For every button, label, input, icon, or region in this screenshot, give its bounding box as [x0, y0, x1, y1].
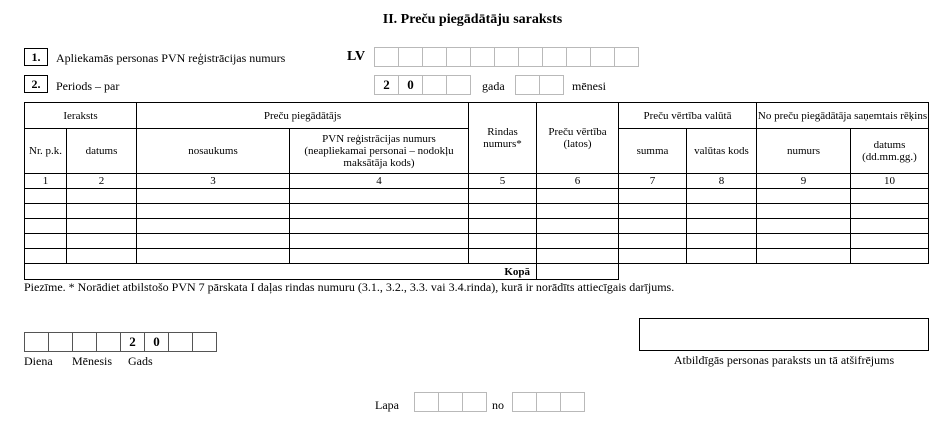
table-cell[interactable] [67, 234, 137, 249]
table-cell[interactable] [619, 234, 687, 249]
column-number: 6 [537, 174, 619, 189]
vat-digit[interactable] [398, 47, 423, 67]
page-total-digit[interactable] [536, 392, 561, 412]
header-valutas-kods: valūtas kods [687, 129, 757, 174]
table-cell[interactable] [851, 204, 929, 219]
date-input[interactable] [24, 332, 217, 352]
table-cell[interactable] [687, 204, 757, 219]
table-cell[interactable] [757, 219, 851, 234]
table-cell[interactable] [67, 249, 137, 264]
day-label: Diena [24, 354, 53, 368]
header-summa: summa [619, 129, 687, 174]
column-number: 4 [290, 174, 469, 189]
table-cell[interactable] [619, 189, 687, 204]
table-cell[interactable] [687, 219, 757, 234]
header-vertiba: Preču vērtība (latos) [537, 103, 619, 174]
column-number: 7 [619, 174, 687, 189]
table-cell[interactable] [469, 249, 537, 264]
vat-digit[interactable] [470, 47, 495, 67]
period-month-input[interactable] [515, 75, 564, 95]
page-number-input[interactable] [414, 392, 487, 412]
vat-digit[interactable] [614, 47, 639, 67]
table-cell[interactable] [757, 204, 851, 219]
year-digit[interactable] [168, 332, 193, 352]
header-pvn-numurs: PVN reģistrācijas numurs (neapliekamai personai – nodokļu maksātāja kods) [290, 129, 469, 174]
month-digit[interactable] [96, 332, 121, 352]
header-vertiba-valuta: Preču vērtība valūtā [619, 103, 757, 129]
table-cell[interactable] [290, 219, 469, 234]
header-numurs: numurs [757, 129, 851, 174]
header-datums-format: datums (dd.mm.gg.) [851, 129, 929, 174]
table-cell[interactable] [25, 204, 67, 219]
table-cell[interactable] [290, 189, 469, 204]
year-digit[interactable] [422, 75, 447, 95]
field-2-number: 2. [24, 75, 48, 93]
page-of-label: no [492, 398, 504, 412]
page-total-input[interactable] [512, 392, 585, 412]
vat-digit[interactable] [590, 47, 615, 67]
table-cell[interactable] [469, 204, 537, 219]
table-cell[interactable] [757, 189, 851, 204]
table-cell[interactable] [619, 204, 687, 219]
page-total-digit[interactable] [512, 392, 537, 412]
table-row [25, 189, 929, 204]
total-blank [619, 264, 929, 280]
year-label: Gads [128, 354, 153, 368]
table-row [25, 204, 929, 219]
column-number: 1 [25, 174, 67, 189]
table-cell[interactable] [537, 204, 619, 219]
table-cell[interactable] [757, 249, 851, 264]
table-cell[interactable] [25, 234, 67, 249]
year-digit[interactable]: 2 [120, 332, 145, 352]
vat-digit[interactable] [566, 47, 591, 67]
table-cell[interactable] [851, 249, 929, 264]
year-digit[interactable]: 0 [144, 332, 169, 352]
table-row [25, 249, 929, 264]
table-cell[interactable] [290, 234, 469, 249]
table-cell[interactable] [757, 234, 851, 249]
vat-digit[interactable] [542, 47, 567, 67]
column-number: 10 [851, 174, 929, 189]
signature-box[interactable] [639, 318, 929, 351]
footnote: Piezīme. * Norādiet atbilstošo PVN 7 pārskata I daļas rindas numuru (3.1., 3.2., 3.3. vai 3.4.rinda), kurā ir norādīts attiecīgais darījums. [24, 280, 675, 294]
table-cell[interactable] [537, 249, 619, 264]
table-cell[interactable] [137, 204, 290, 219]
table-cell[interactable] [851, 189, 929, 204]
header-nosaukums: nosaukums [137, 129, 290, 174]
table-cell[interactable] [137, 189, 290, 204]
total-label: Kopā [25, 264, 537, 280]
month-label: mēnesi [572, 79, 606, 93]
vat-digit[interactable] [518, 47, 543, 67]
year-label: gada [482, 79, 505, 93]
page-title: II. Preču piegādātāju saraksts [382, 12, 563, 27]
field-1-number: 1. [24, 48, 48, 66]
vat-number-input[interactable] [374, 47, 639, 67]
month-digit[interactable] [72, 332, 97, 352]
year-digit[interactable]: 2 [374, 75, 399, 95]
period-year-input[interactable] [374, 75, 471, 95]
month-digit[interactable] [539, 75, 564, 95]
header-ieraksts: Ieraksts [25, 103, 137, 129]
table-row [25, 219, 929, 234]
column-number-row [25, 174, 929, 189]
vat-digit[interactable] [422, 47, 447, 67]
page-digit[interactable] [462, 392, 487, 412]
column-number: 9 [757, 174, 851, 189]
header-rindas-numurs: Rindas numurs* [469, 103, 537, 174]
page-digit[interactable] [414, 392, 439, 412]
table-cell[interactable] [537, 219, 619, 234]
table-cell[interactable] [137, 219, 290, 234]
table-cell[interactable] [851, 234, 929, 249]
column-number: 3 [137, 174, 290, 189]
table-cell[interactable] [469, 189, 537, 204]
month-digit[interactable] [515, 75, 540, 95]
table-cell[interactable] [137, 234, 290, 249]
signature-label: Atbildīgās personas paraksts un tā atšifrējums [673, 353, 895, 367]
table-cell[interactable] [619, 249, 687, 264]
table-cell[interactable] [137, 249, 290, 264]
day-digit[interactable] [24, 332, 49, 352]
header-rekins: No preču piegādātāja saņemtais rēķins [757, 103, 929, 129]
total-value[interactable] [537, 264, 619, 280]
suppliers-table [24, 102, 929, 280]
table-cell[interactable] [25, 189, 67, 204]
table-cell[interactable] [25, 219, 67, 234]
column-number: 2 [67, 174, 137, 189]
table-cell[interactable] [67, 219, 137, 234]
header-datums: datums [67, 129, 137, 174]
day-digit[interactable] [48, 332, 73, 352]
vat-digit[interactable] [374, 47, 399, 67]
year-digit[interactable] [192, 332, 217, 352]
table-cell[interactable] [851, 219, 929, 234]
table-cell[interactable] [687, 189, 757, 204]
column-number: 5 [469, 174, 537, 189]
table-cell[interactable] [290, 249, 469, 264]
table-cell[interactable] [537, 234, 619, 249]
table-cell[interactable] [469, 234, 537, 249]
table-cell[interactable] [619, 219, 687, 234]
table-cell[interactable] [469, 219, 537, 234]
header-piegadatajs: Preču piegādātājs [137, 103, 469, 129]
page-label: Lapa [375, 398, 399, 412]
vat-digit[interactable] [446, 47, 471, 67]
year-digit[interactable] [446, 75, 471, 95]
table-cell[interactable] [537, 189, 619, 204]
page-digit[interactable] [438, 392, 463, 412]
field-2-label: Periods – par [56, 79, 120, 93]
vat-digit[interactable] [494, 47, 519, 67]
column-number: 8 [687, 174, 757, 189]
year-digit[interactable]: 0 [398, 75, 423, 95]
table-cell[interactable] [67, 189, 137, 204]
field-1-label: Apliekamās personas PVN reģistrācijas numurs [56, 51, 286, 65]
table-cell[interactable] [25, 249, 67, 264]
page-total-digit[interactable] [560, 392, 585, 412]
table-row [25, 234, 929, 249]
vat-prefix: LV [347, 49, 366, 64]
table-cell[interactable] [687, 234, 757, 249]
table-cell[interactable] [687, 249, 757, 264]
header-nr-pk: Nr. p.k. [25, 129, 67, 174]
table-cell[interactable] [290, 204, 469, 219]
table-cell[interactable] [67, 204, 137, 219]
month-label: Mēnesis [72, 354, 112, 368]
total-row [25, 264, 929, 280]
